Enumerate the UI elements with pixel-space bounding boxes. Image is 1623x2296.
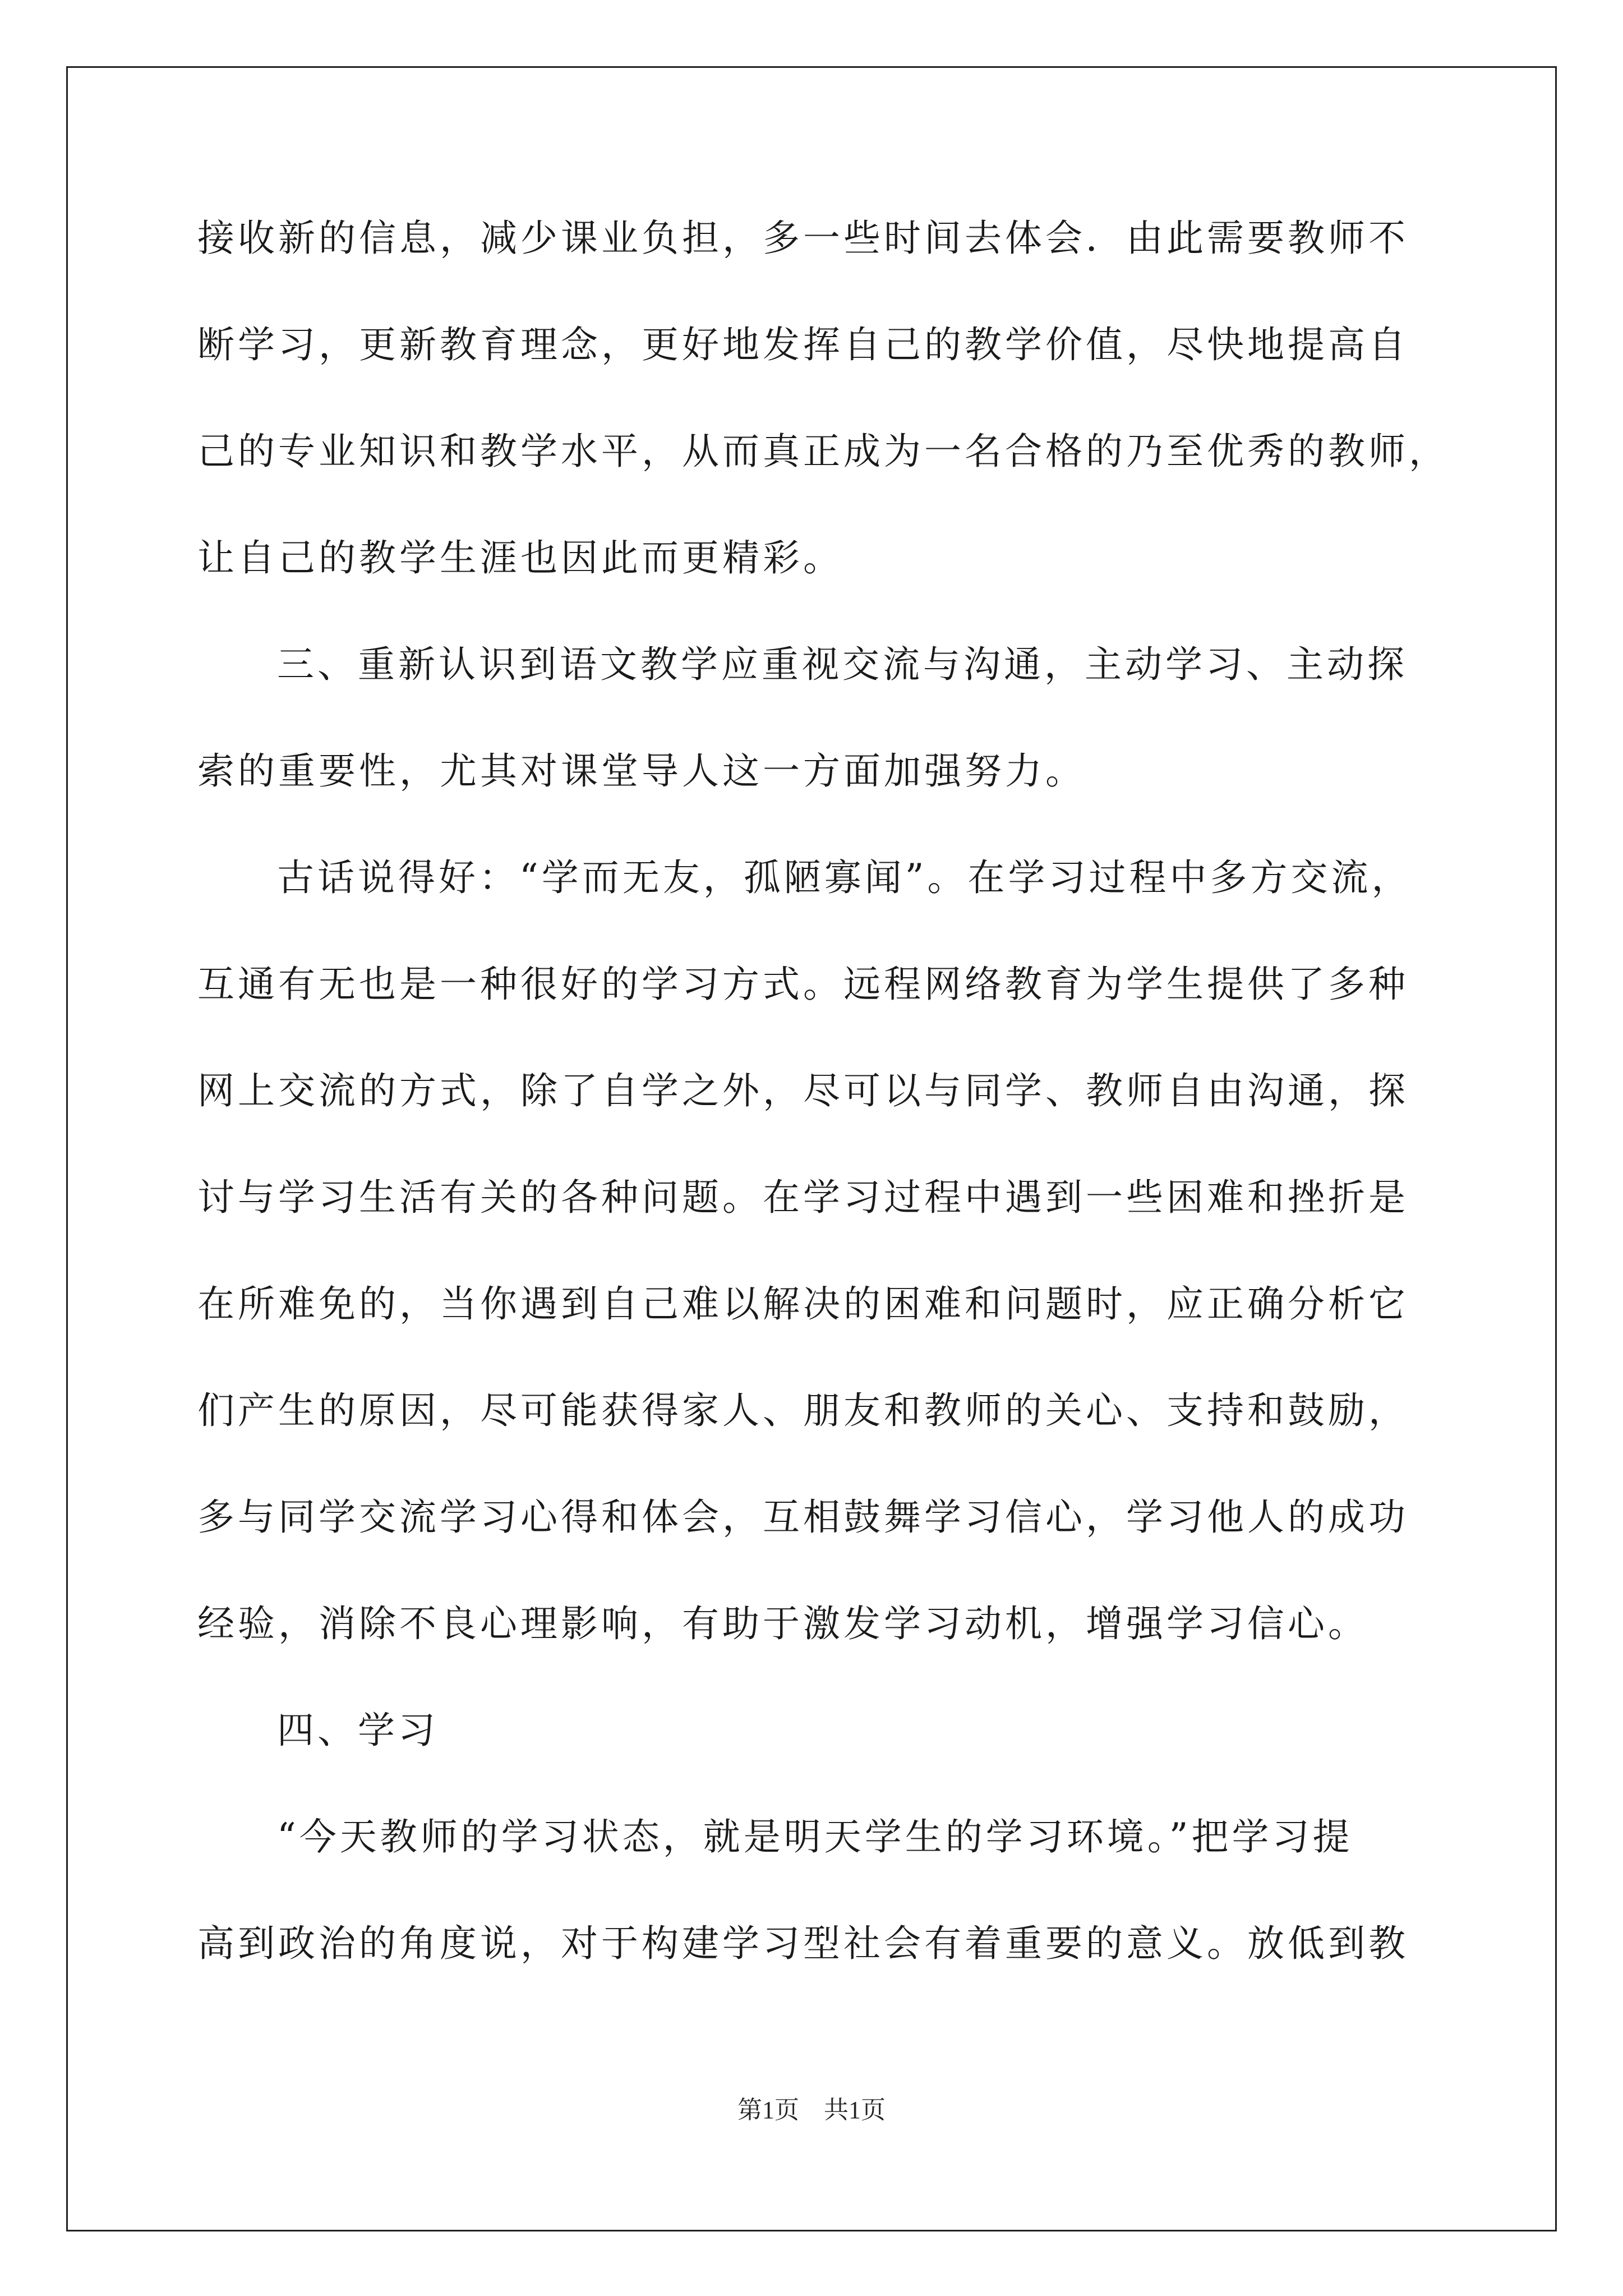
text-line: 接收新的信息，减少课业负担，多一些时间去体会．由此需要教师不	[197, 217, 1409, 260]
document-body	[197, 208, 1449, 2019]
text-line: 让自己的教学生涯也因此而更精彩。	[197, 536, 843, 579]
section-heading-line: 三、重新认识到语文教学应重视交流与沟通，主动学习、主动探	[277, 643, 1408, 686]
text-line: 高到政治的角度说，对于构建学习型社会有着重要的意义。放低到教	[197, 1922, 1409, 1965]
page-number-footer: 第1页 共1页	[737, 2096, 886, 2124]
section-heading-line: 四、学习	[277, 1709, 439, 1752]
paragraph-start-line: “今天教师的学习状态，就是明天学生的学习环境。”把学习提	[277, 1815, 1353, 1858]
text-line: 网上交流的方式，除了自学之外，尽可以与同学、教师自由沟通，探	[197, 1069, 1409, 1112]
text-line: 们产生的原因，尽可能获得家人、朋友和教师的关心、支持和鼓励，	[197, 1389, 1409, 1432]
text-line: 讨与学习生活有关的各种问题。在学习过程中遇到一些困难和挫折是	[197, 1176, 1409, 1219]
paragraph-start-line: 古话说得好：“学而无友，孤陋寡闻”。在学习过程中多方交流，	[277, 856, 1412, 899]
text-line: 多与同学交流学习心得和体会，互相鼓舞学习信心，学习他人的成功	[197, 1496, 1409, 1539]
text-line: 经验，消除不良心理影响，有助于激发学习动机，增强学习信心。	[197, 1602, 1368, 1645]
text-line: 在所难免的，当你遇到自己难以解决的困难和问题时，应正确分析它	[197, 1282, 1409, 1326]
text-line: 索的重要性，尤其对课堂导人这一方面加强努力。	[197, 749, 1086, 793]
text-line: 互通有无也是一种很好的学习方式。远程网络教育为学生提供了多种	[197, 963, 1409, 1006]
text-line: 己的专业知识和教学水平，从而真正成为一名合格的乃至优秀的教师，	[197, 430, 1449, 473]
text-line: 断学习，更新教育理念，更好地发挥自己的教学价值，尽快地提高自	[197, 323, 1409, 366]
